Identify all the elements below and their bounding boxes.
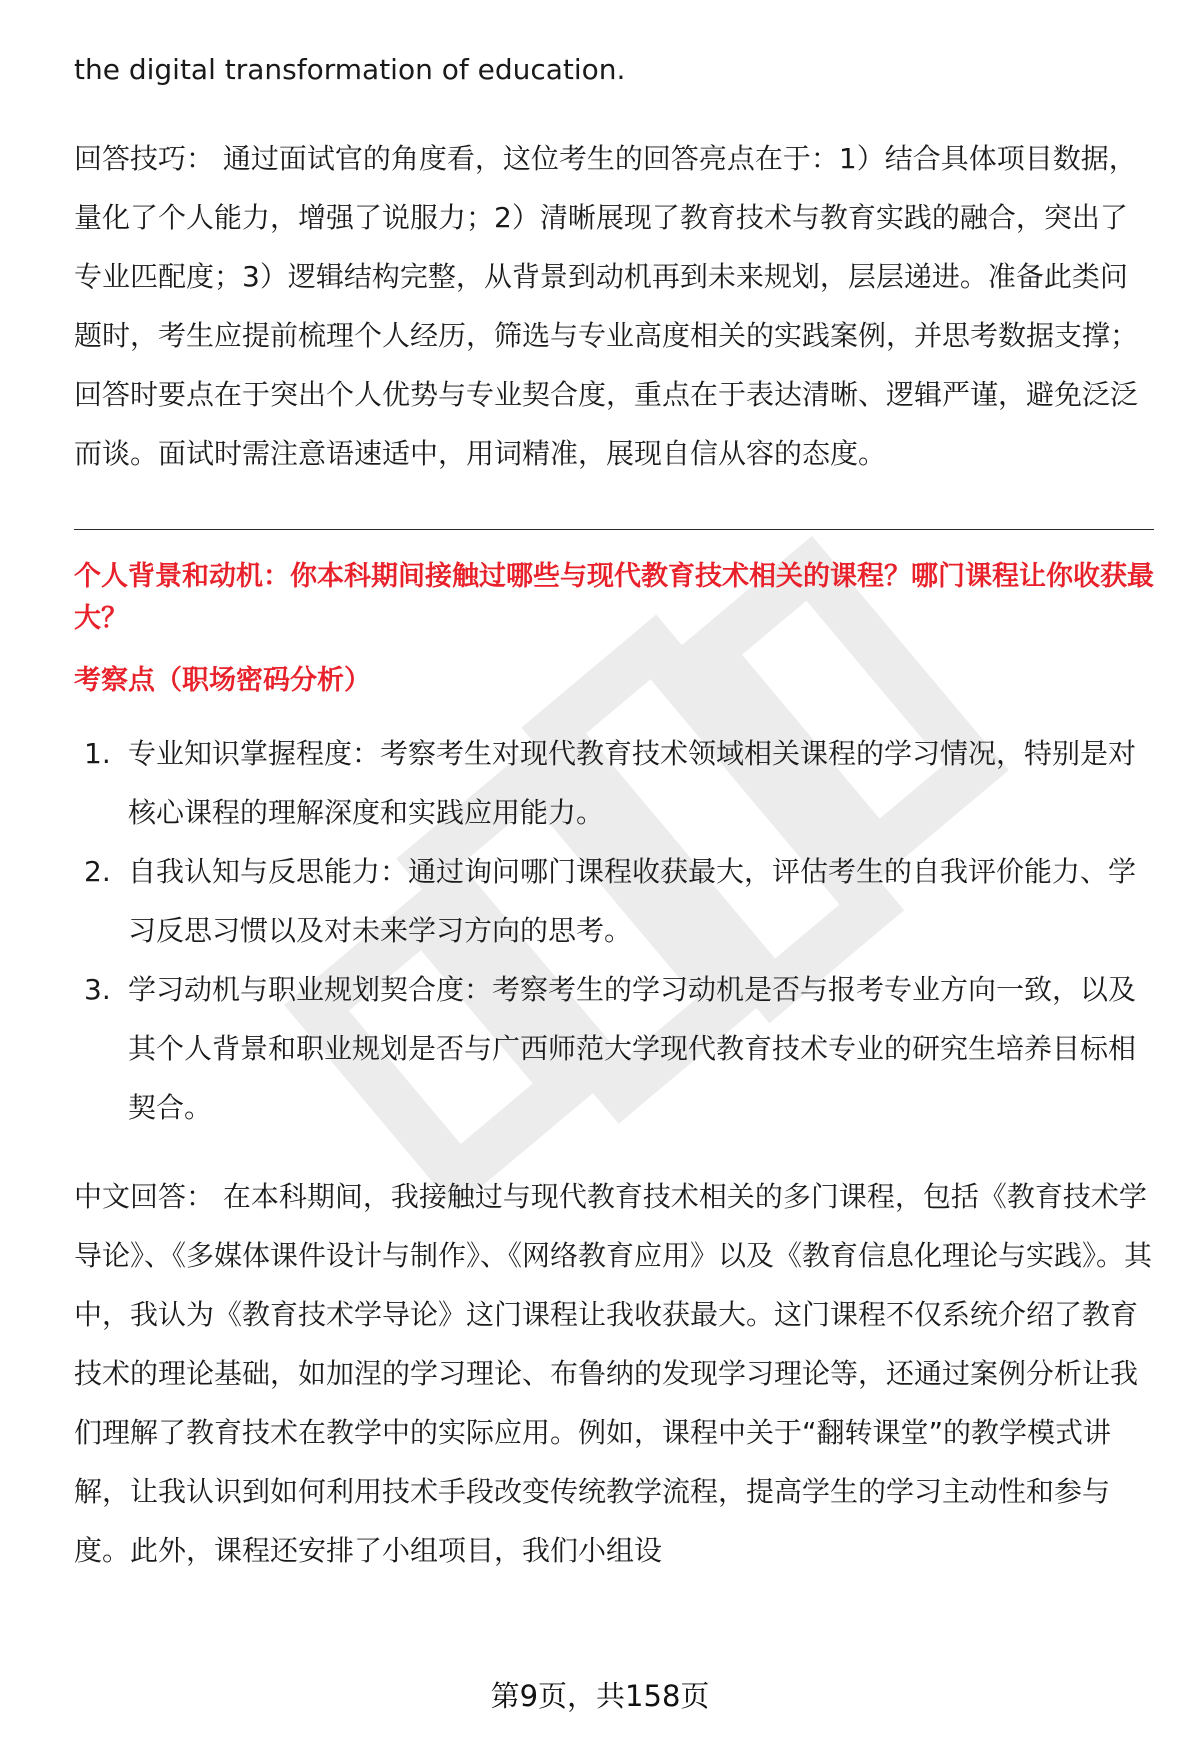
page-number-footer: 第9页，共158页 <box>490 1679 710 1713</box>
page-content <box>74 40 1154 1580</box>
assessment-points-list <box>74 724 1154 1137</box>
list-item <box>74 842 1154 960</box>
list-item-text: 专业知识掌握程度：考察考生对现代教育技术领域相关课程的学习情况，特别是对核心课程的理解深度和实践应用能力。 <box>128 737 1137 829</box>
list-item-text: 自我认知与反思能力：通过询问哪门课程收获最大，评估考生的自我评价能力、学习反思习惯以及对未来学习方向的思考。 <box>128 855 1137 947</box>
question-heading: 个人背景和动机：你本科期间接触过哪些与现代教育技术相关的课程？哪门课程让你收获最大？ <box>74 561 1154 634</box>
list-item-number: 1. <box>84 737 111 770</box>
chinese-answer-paragraph: 中文回答： 在本科期间，我接触过与现代教育技术相关的多门课程，包括《教育技术学导论》、《多媒体课件设计与制作》、《网络教育应用》以及《教育信息化理论与实践》。其中，我认为《教育技术学导论》这门课程让我收获最大。这门课程不仅系统介绍了教育技术的理论基础，如加涅的学习理论、布鲁纳的发现学习理论等，还通过案例分析让我们理解了教育技术在教学中的实际应用。例如，课程中关于“翻转课堂”的教学模式讲解，让我认识到如何利用技术手段改变传统教学流程，提高学生的学习主动性和参与度。此外，课程还安排了小组项目，我们小组设 <box>74 1180 1153 1567</box>
intro-line: the digital transformation of education. <box>74 53 626 86</box>
list-item-text: 学习动机与职业规划契合度：考察考生的学习动机是否与报考专业方向一致，以及其个人背景和职业规划是否与广西师范大学现代教育技术专业的研究生培养目标相契合。 <box>128 973 1137 1124</box>
list-item-number: 3. <box>84 973 111 1006</box>
list-item-number: 2. <box>84 855 111 888</box>
list-item <box>74 724 1154 842</box>
list-item <box>74 960 1154 1137</box>
assessment-points-heading: 考察点（职场密码分析） <box>74 665 371 696</box>
section-divider <box>74 529 1154 530</box>
answer-tip-paragraph: 回答技巧： 通过面试官的角度看，这位考生的回答亮点在于：1）结合具体项目数据，量化了个人能力，增强了说服力；2）清晰展现了教育技术与教育实践的融合，突出了专业匹配度；3）逻辑结构完整，从背景到动机再到未来规划，层层递进。准备此类问题时，考生应提前梳理个人经历，筛选与专业高度相关的实践案例，并思考数据支撑；回答时要点在于突出个人优势与专业契合度，重点在于表达清晰、逻辑严谨，避免泛泛而谈。面试时需注意语速适中，用词精准，展现自信从容的态度。 <box>74 142 1139 470</box>
